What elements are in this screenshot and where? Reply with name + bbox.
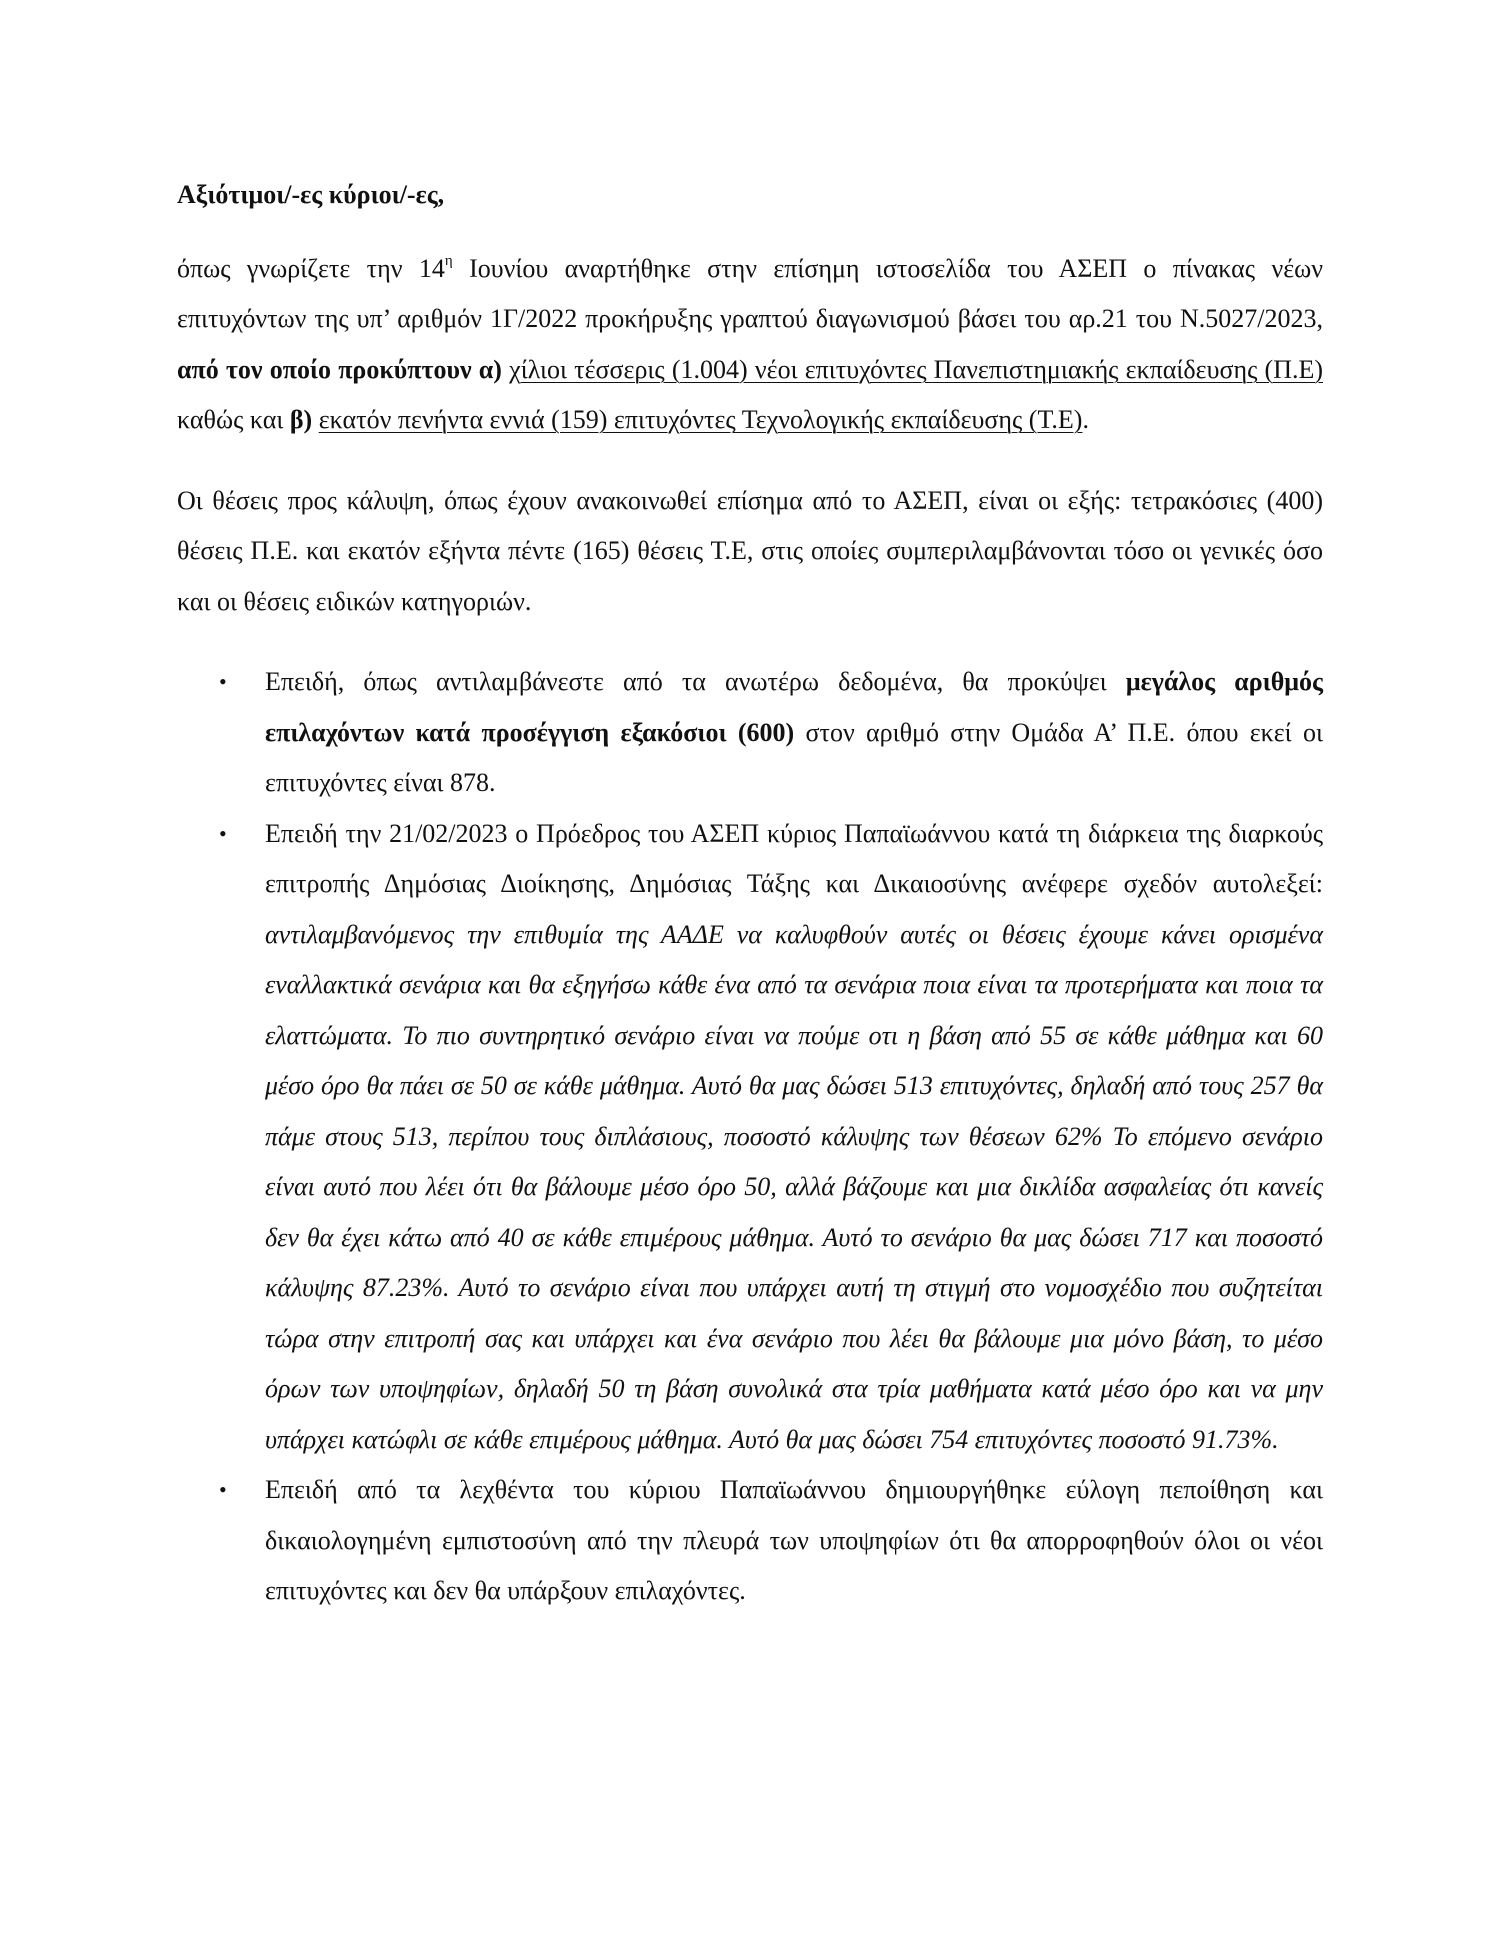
intro-text-1: όπως γνωρίζετε την 14 — [177, 253, 445, 283]
bullet-2-quote: αντιλαμβανόμενος την επιθυμία της ΑΑΔΕ να καλυφθούν αυτές οι θέσεις έχουμε κάνει ορισμένα εναλλακτικά σενάρια και θα εξηγήσω κάθε ένα από τα σενάρια ποια είναι τα προτερήματα και ποια τα ελαττώματα. Το πιο συντηρητικό σενάριο είναι να πούμε οτι η βάση από 55 σε κάθε μάθημα και 60 μέσο όρο θα πάει σε 50 σε κάθε μάθημα. Αυτό θα μας δώσει 513 επιτυχόντες, δηλαδή από τους 257 θα πάμε στους 513, περίπου τους διπλάσιους, ποσοστό κάλυψης των θέσεων 62% Το επόμενο σενάριο είναι αυτό που λέει ότι θα βάλουμε μέσο όρο 50, αλλά βάζουμε και μια δικλίδα ασφαλείας ότι κανείς δεν θα έχει κάτω από 40 σε κάθε επιμέρους μάθημα. Αυτό το σενάριο θα μας δώσει 717 και ποσοστό κάλυψης 87.23%. Αυτό το σενάριο είναι που υπάρχει αυτή τη στιγμή στο νομοσχέδιο που συζητείται τώρα στην επιτροπή σας και υπάρχει και ένα σενάριο που λέει θα βάλουμε μια μόνο βάση, το μέσο όρων των υποψηφίων, δηλαδή 50 τη βάση συνολικά στα τρία μαθήματα κατά μέσο όρο και να μην υπάρχει κατώφλι σε κάθε επιμέρους μάθημα. Αυτό θα μας δώσει 754 επιτυχόντες ποσοστό 91.73%. — [265, 919, 1323, 1454]
letter-body — [177, 170, 1323, 1617]
intro-paragraph — [177, 244, 1323, 446]
intro-text-4: καθώς και — [177, 405, 290, 434]
bullet-1-text-2: στον αριθμό στην Ομάδα Α’ Π.Ε. όπου εκεί οι επιτυχόντες είναι 878. — [265, 717, 1323, 797]
intro-text-6: . — [1082, 405, 1089, 434]
bullet-marker: • — [219, 820, 227, 846]
intro-text-2: Ιουνίου αναρτήθηκε στην επίσημη ιστοσελίδα του ΑΣΕΠ ο πίνακας νέων επιτυχόντων της υπ’ αριθμόν 1Γ/2022 προκήρυξης γραπτού διαγωνισμού βάσει του αρ.21 του Ν.5027/2023, — [177, 253, 1323, 333]
bullet-item-1 — [177, 657, 1323, 809]
intro-underline-te: εκατόν πενήντα εννιά (159) επιτυχόντες Τεχνολογικής εκπαίδευσης (Τ.Ε) — [318, 405, 1083, 434]
bullet-2-text-1: Επειδή την 21/02/2023 ο Πρόεδρος του ΑΣΕΠ κύριος Παπαϊωάννου κατά τη διάρκεια της διαρκούς επιτροπής Δημόσιας Διοίκησης, Δημόσιας Τάξης και Δικαιοσύνης ανέφερε σχεδόν αυτολεξεί: — [265, 818, 1323, 898]
bullet-3-text-1: Επειδή από τα λεχθέντα του κύριου Παπαϊωάννου δημιουργήθηκε εύλογη πεποίθηση και δικαιολογημένη εμπιστοσύνη από την πλευρά των υποψηφίων ότι θα απορροφηθούν όλοι οι νέοι επιτυχόντες και δεν θα υπάρξουν επιλαχόντες. — [265, 1475, 1323, 1605]
positions-paragraph: Οι θέσεις προς κάλυψη, όπως έχουν ανακοινωθεί επίσημα από το ΑΣΕΠ, είναι οι εξής: τετρακόσιες (400) θέσεις Π.Ε. και εκατόν εξήντα πέντε (165) θέσεις Τ.Ε, στις οποίες συμπεριλαμβάνονται τόσο οι γενικές όσο και οι θέσεις ειδικών κατηγοριών. — [177, 485, 1323, 616]
bullet-marker: • — [219, 669, 227, 694]
intro-bold-b: β) — [289, 405, 313, 434]
bullet-1-bold: μεγάλος αριθμός επιλαχόντων κατά προσέγγιση εξακόσιοι (600) — [265, 667, 1324, 747]
intro-bold-a: από τον οποίο προκύπτουν α) — [177, 354, 502, 384]
bullet-list — [177, 657, 1323, 1617]
bullet-1-text-1: Επειδή, όπως αντιλαμβάνεστε από τα ανωτέρω δεδομένα, θα προκύψει — [265, 667, 1126, 696]
bullet-item-2 — [177, 809, 1323, 1466]
intro-underline-pe: χίλιοι τέσσερις (1.004) νέοι επιτυχόντες Πανεπιστημιακής εκπαίδευσης (Π.Ε) — [509, 354, 1324, 384]
bullet-marker: • — [219, 1477, 227, 1502]
bullet-item-3 — [177, 1465, 1323, 1617]
salutation: Αξιότιμοι/-ες κύριοι/-ες, — [177, 180, 445, 209]
ordinal-superscript: η — [444, 252, 453, 269]
